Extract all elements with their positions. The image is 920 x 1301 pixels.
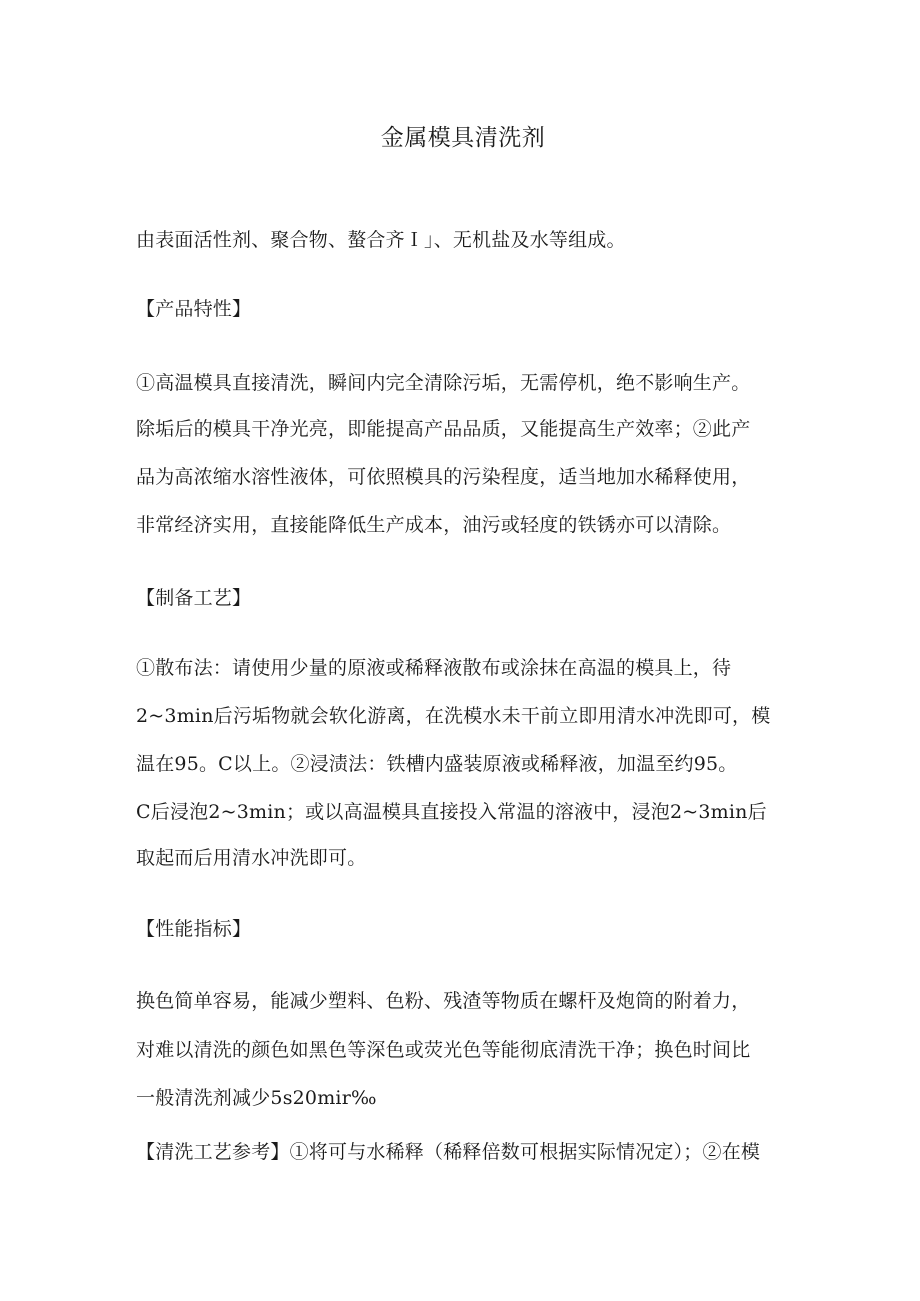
process-heading: 【制备工艺】 xyxy=(136,587,252,609)
process-line: C后浸泡2~3min；或以高温模具直接投入常温的溶液中，浸泡2~3min后 xyxy=(136,801,767,823)
performance-line: 换色简单容易，能减少塑料、色粉、残渣等物质在螺杆及炮筒的附着力， xyxy=(136,990,751,1012)
features-heading: 【产品特性】 xyxy=(136,298,252,320)
features-line: ①高温模具直接清洗，瞬间内完全清除污垢，无需停机，绝不影响生产。 xyxy=(136,372,751,394)
performance-heading: 【性能指标】 xyxy=(136,918,252,940)
process-line: ①散布法：请使用少量的原液或稀释液散布或涂抹在高温的模具上，待 xyxy=(136,657,732,679)
process-line: 取起而后用清水冲洗即可。 xyxy=(136,847,367,869)
features-line: 品为高浓缩水溶性液体，可依照模具的污染程度，适当地加水稀释使用， xyxy=(136,466,751,488)
process-line: 温在95。C以上。②浸渍法：铁槽内盛装原液或稀释液，加温至约95。 xyxy=(136,753,738,775)
performance-line: 对难以清洗的颜色如黑色等深色或荧光色等能彻底清洗干净；换色时间比 xyxy=(136,1039,751,1061)
document-title: 金属模具清洗剂 xyxy=(380,125,546,151)
cleaning-reference-line: 【清洗工艺参考】①将可与水稀释（稀释倍数可根据实际情况定）；②在模 xyxy=(136,1141,761,1163)
features-line: 除垢后的模具干净光亮，即能提高产品品质，又能提高生产效率；②此产 xyxy=(136,418,751,440)
features-line: 非常经济实用，直接能降低生产成本，油污或轻度的铁锈亦可以清除。 xyxy=(136,514,732,536)
performance-line: 一般清洗剂减少5s20mir‰ xyxy=(136,1087,377,1109)
intro-paragraph: 由表面活性剂、聚合物、螯合齐Ｉ」、无机盐及水等组成。 xyxy=(136,229,626,251)
process-line: 2~3min后污垢物就会软化游离，在洗模水未干前立即用清水冲洗即可，模 xyxy=(136,705,771,727)
